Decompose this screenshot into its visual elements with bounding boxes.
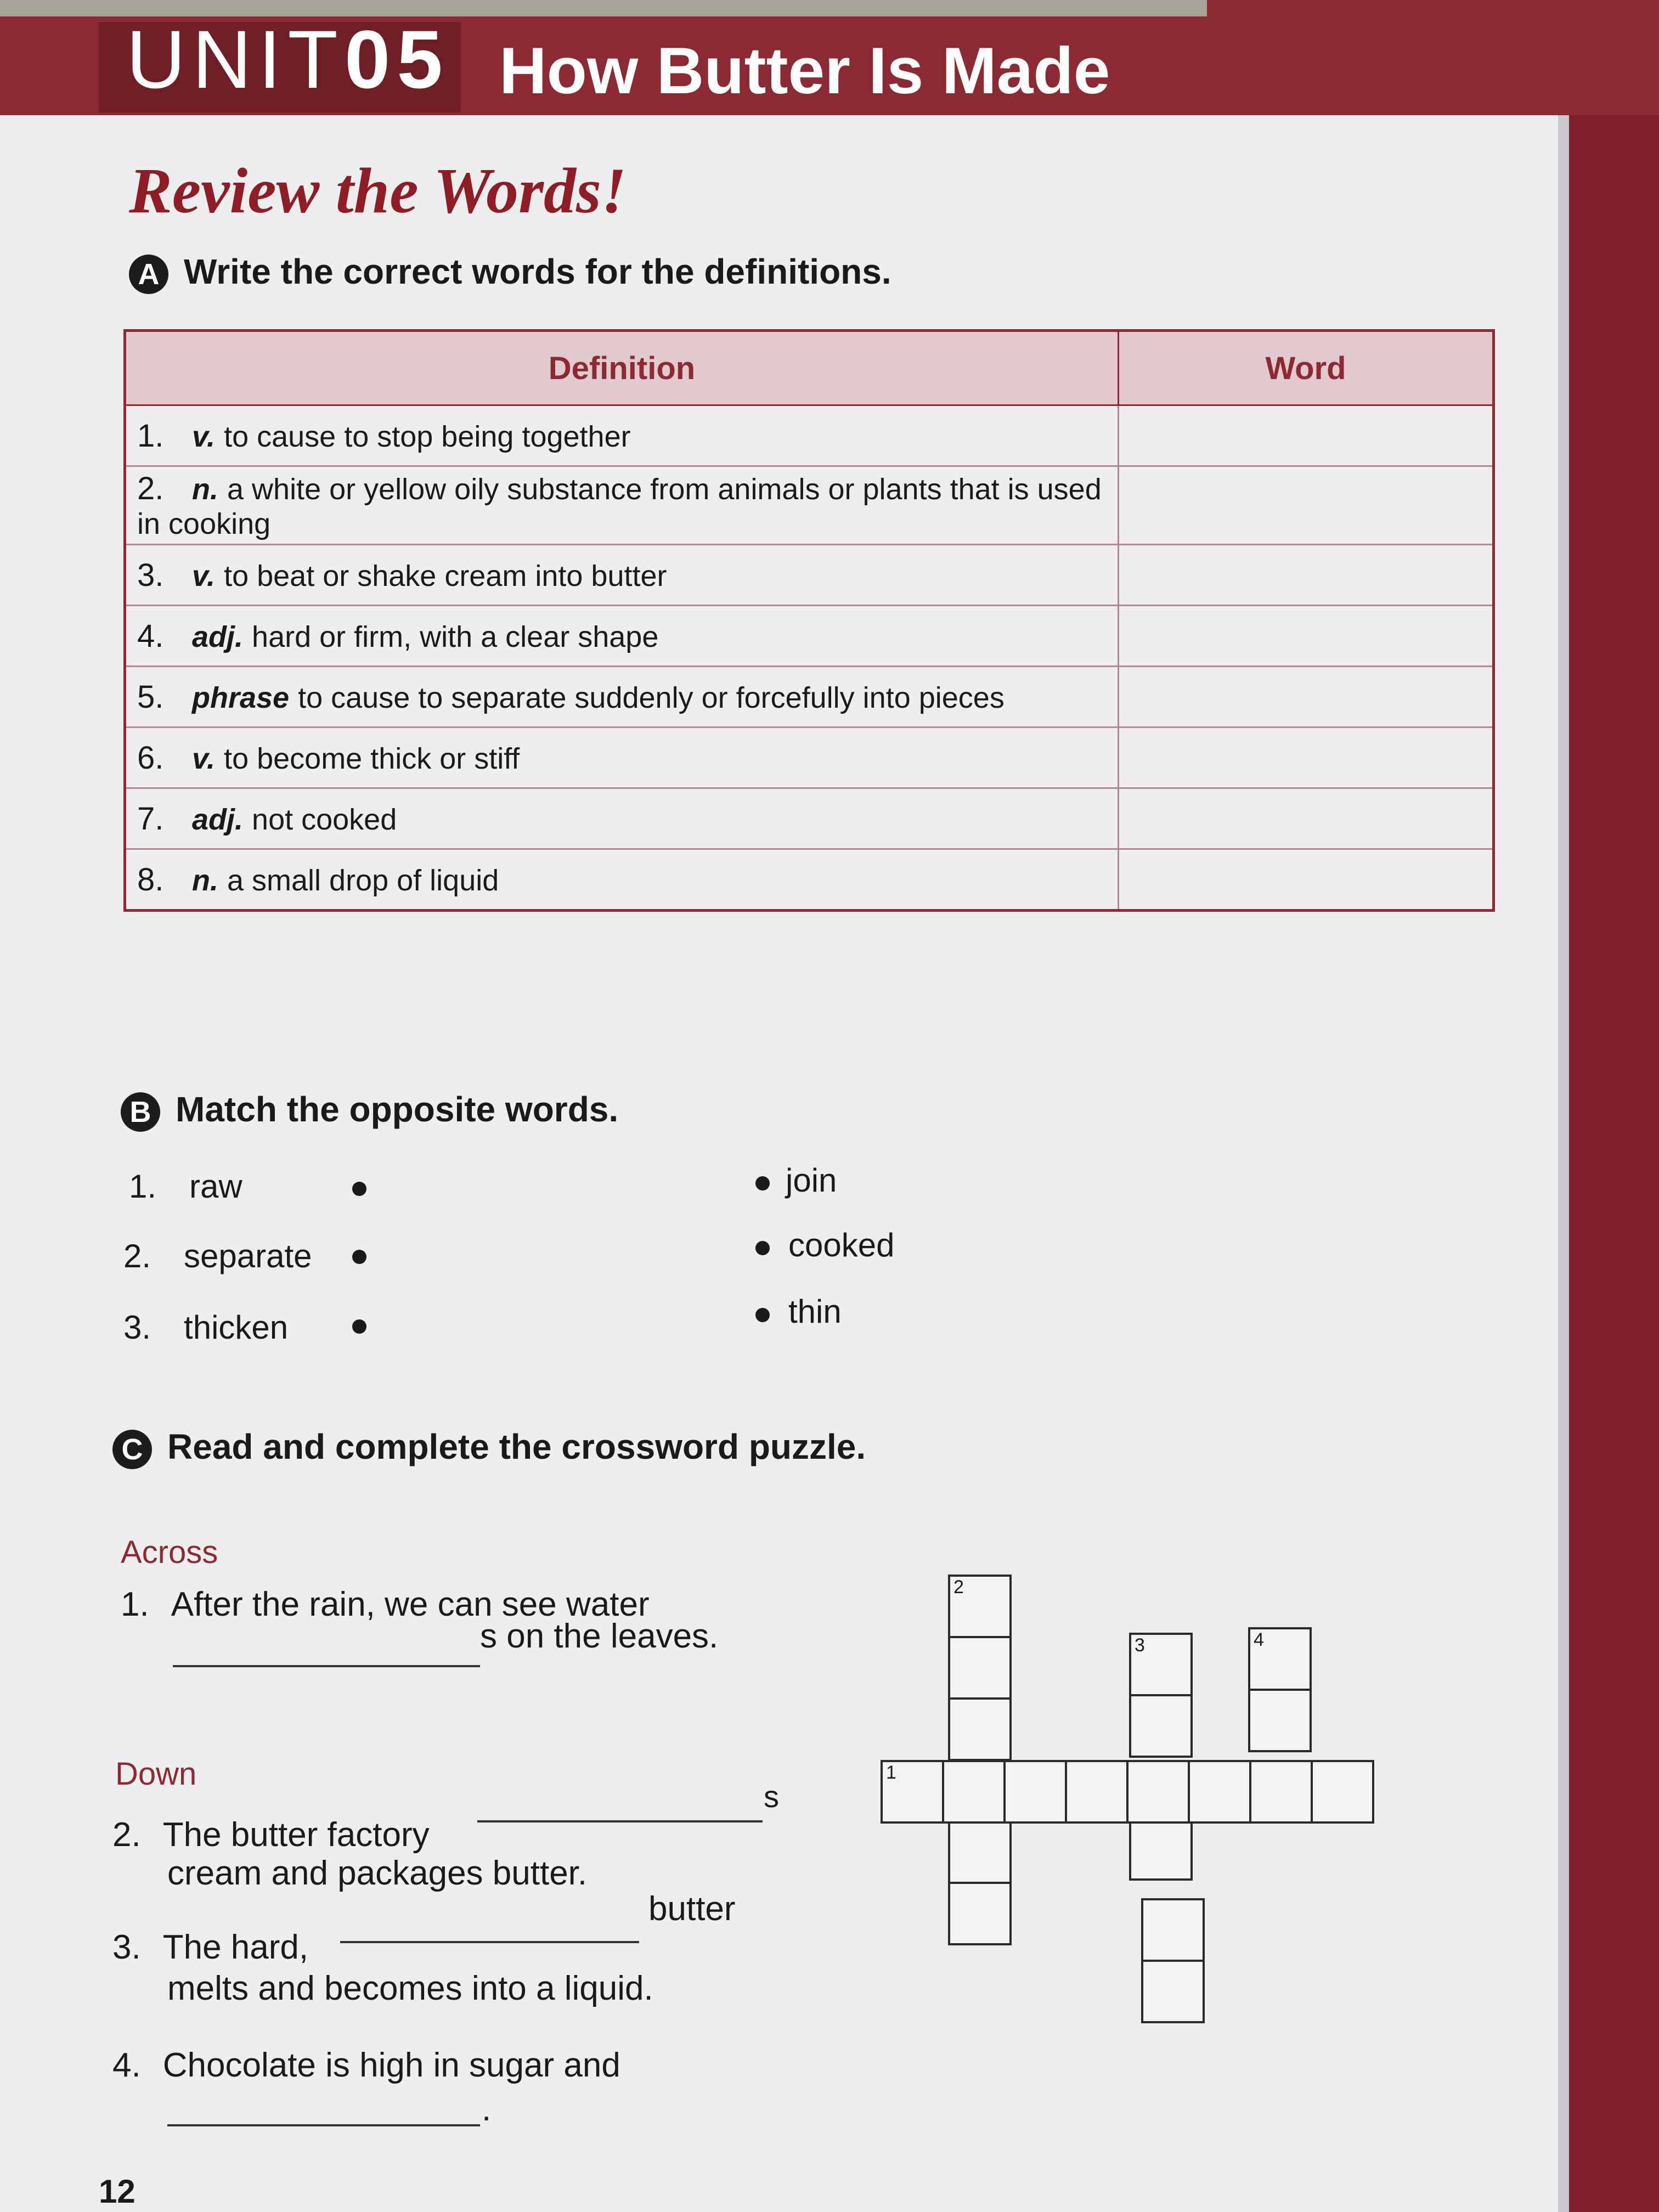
row-number: 5.: [137, 679, 164, 715]
clue-text-continued: s on the leaves.: [480, 1617, 719, 1655]
part-of-speech: adj.: [192, 803, 244, 836]
crossword-cell[interactable]: [881, 1760, 944, 1824]
section-c-instruction: Read and complete the crossword puzzle.: [167, 1427, 866, 1466]
match-dot-right[interactable]: [755, 1241, 770, 1255]
definition-text: to become thick or stiff: [224, 742, 520, 775]
cell-number: 1: [886, 1762, 896, 1783]
page-number: 12: [99, 2173, 136, 2210]
down-clue-4: [112, 2041, 620, 2090]
definition-text: to beat or shake cream into butter: [224, 559, 667, 592]
match-dot-left[interactable]: [352, 1250, 366, 1264]
crossword-cell[interactable]: [1129, 1694, 1193, 1758]
part-of-speech: adj.: [192, 620, 244, 653]
match-number: 3.: [123, 1309, 151, 1346]
clue-text-continued: cream and packages butter.: [167, 1854, 588, 1892]
word-column-header: Word: [1119, 331, 1494, 405]
part-of-speech: v.: [192, 742, 216, 775]
unit-label: [126, 12, 449, 107]
section-b-heading: [121, 1089, 618, 1132]
across-label: Across: [121, 1534, 218, 1570]
crossword-cell[interactable]: [948, 1575, 1012, 1638]
crossword-cell[interactable]: [948, 1820, 1012, 1884]
table-row: [125, 545, 1494, 606]
crossword-cell[interactable]: [1188, 1760, 1251, 1824]
table-row: [125, 667, 1494, 727]
definition-cell: [125, 788, 1119, 849]
definition-column-header: Definition: [125, 331, 1119, 405]
section-c-badge: C: [112, 1430, 152, 1469]
match-left-item: [123, 1308, 288, 1346]
crossword-cell[interactable]: [948, 1636, 1012, 1700]
crossword-cell[interactable]: [1311, 1760, 1374, 1824]
definition-text: hard or firm, with a clear shape: [252, 620, 659, 653]
row-number: 1.: [137, 417, 164, 454]
word-answer-cell[interactable]: [1119, 545, 1494, 606]
word-answer-cell[interactable]: [1119, 788, 1494, 849]
crossword-cell[interactable]: [1141, 1960, 1205, 2023]
definition-cell: [125, 727, 1119, 788]
table-row: [125, 606, 1494, 667]
part-of-speech: n.: [192, 864, 218, 897]
definition-text: a small drop of liquid: [227, 864, 499, 897]
clue-text: Chocolate is high in sugar and: [162, 2046, 620, 2084]
section-a-heading: [129, 251, 891, 294]
unit-number: 05: [344, 13, 449, 105]
crossword-cell[interactable]: [1248, 1689, 1312, 1752]
word-answer-cell[interactable]: [1119, 849, 1494, 911]
word-answer-cell[interactable]: [1119, 606, 1494, 667]
row-number: 3.: [137, 557, 164, 593]
definition-text: not cooked: [252, 803, 397, 836]
blank-suffix: butter: [648, 1890, 736, 1928]
table-row: [125, 405, 1494, 466]
match-number: 2.: [123, 1238, 151, 1274]
table-row: [125, 788, 1494, 849]
answer-blank[interactable]: [340, 1941, 639, 1943]
match-word: thicken: [184, 1309, 289, 1346]
answer-blank[interactable]: [173, 1665, 480, 1667]
clue-number: 1.: [121, 1585, 149, 1623]
part-of-speech: v.: [192, 420, 216, 453]
word-answer-cell[interactable]: [1119, 727, 1494, 788]
match-word: raw: [189, 1168, 242, 1205]
clue-number: 2.: [112, 1816, 141, 1854]
clue-text: The hard,: [162, 1928, 309, 1966]
cell-number: 4: [1254, 1629, 1264, 1650]
part-of-speech: phrase: [192, 681, 290, 714]
match-left-item: [123, 1237, 312, 1275]
crossword-cell[interactable]: [948, 1882, 1012, 1945]
unit-title: How Butter Is Made: [499, 34, 1110, 108]
crossword-cell[interactable]: [1003, 1760, 1067, 1824]
crossword-cell[interactable]: [942, 1760, 1006, 1824]
crossword-cell[interactable]: [1141, 1898, 1205, 1962]
review-title: Review the Words!: [129, 155, 627, 227]
definition-cell: [125, 405, 1119, 466]
definition-cell: [125, 667, 1119, 727]
match-number: 1.: [129, 1168, 157, 1205]
table-row: [125, 466, 1494, 545]
answer-blank[interactable]: [477, 1820, 763, 1822]
definition-cell: [125, 545, 1119, 606]
definition-text: to cause to stop being together: [224, 420, 631, 453]
row-number: 2.: [137, 470, 164, 506]
row-number: 7.: [137, 800, 164, 837]
unit-word: UNIT: [126, 13, 345, 105]
section-c-heading: [112, 1426, 866, 1469]
definition-cell: [125, 466, 1119, 545]
clue-text: The butter factory: [162, 1816, 430, 1854]
table-row: [125, 727, 1494, 788]
blank-suffix: .: [482, 2090, 492, 2128]
word-answer-cell[interactable]: [1119, 466, 1494, 545]
crossword-cell[interactable]: [948, 1697, 1012, 1761]
section-b-instruction: Match the opposite words.: [176, 1090, 619, 1129]
part-of-speech: n.: [192, 472, 218, 506]
match-right-word: cooked: [788, 1227, 895, 1263]
clue-number: 4.: [112, 2046, 141, 2084]
answer-blank[interactable]: [167, 2124, 480, 2126]
table-header-row: [125, 331, 1494, 405]
crossword-cell[interactable]: [1129, 1817, 1193, 1881]
row-number: 8.: [137, 861, 164, 898]
cell-number: 3: [1135, 1635, 1145, 1656]
match-right-word: thin: [788, 1293, 842, 1330]
clue-text: After the rain, we can see water: [171, 1585, 650, 1623]
match-dot-right[interactable]: [755, 1176, 770, 1190]
match-word: separate: [184, 1238, 312, 1274]
blank-suffix: s: [764, 1779, 779, 1814]
clue-text-continued: melts and becomes into a liquid.: [167, 1970, 653, 2007]
definition-text: to cause to separate suddenly or forcefully into pieces: [298, 681, 1005, 714]
table-row: [125, 849, 1494, 911]
section-a-badge: A: [129, 255, 168, 294]
cell-number: 2: [953, 1577, 964, 1598]
down-label: Down: [115, 1756, 197, 1792]
book-cover-edge: [1569, 115, 1659, 2212]
definition-cell: [125, 606, 1119, 667]
crossword-cell[interactable]: [1249, 1760, 1313, 1824]
row-number: 4.: [137, 618, 164, 654]
crossword-cell[interactable]: [1129, 1633, 1193, 1696]
match-right-word: join: [786, 1162, 837, 1199]
section-a-instruction: Write the correct words for the definitions.: [184, 252, 891, 291]
definitions-table: [123, 329, 1495, 912]
match-dot-left[interactable]: [352, 1182, 366, 1196]
crossword-cell[interactable]: [1248, 1627, 1312, 1691]
definition-text: a white or yellow oily substance from animals or plants that is used in cooking: [137, 472, 1102, 540]
crossword-cell[interactable]: [1126, 1760, 1190, 1824]
part-of-speech: v.: [192, 559, 216, 592]
match-dot-right[interactable]: [755, 1308, 770, 1322]
word-answer-cell[interactable]: [1119, 667, 1494, 727]
definition-cell: [125, 849, 1119, 911]
match-left-item: [129, 1167, 242, 1205]
crossword-cell[interactable]: [1065, 1760, 1128, 1824]
row-number: 6.: [137, 740, 164, 776]
match-dot-left[interactable]: [352, 1319, 366, 1334]
clue-number: 3.: [112, 1928, 141, 1966]
section-b-badge: B: [121, 1092, 160, 1132]
word-answer-cell[interactable]: [1119, 405, 1494, 466]
